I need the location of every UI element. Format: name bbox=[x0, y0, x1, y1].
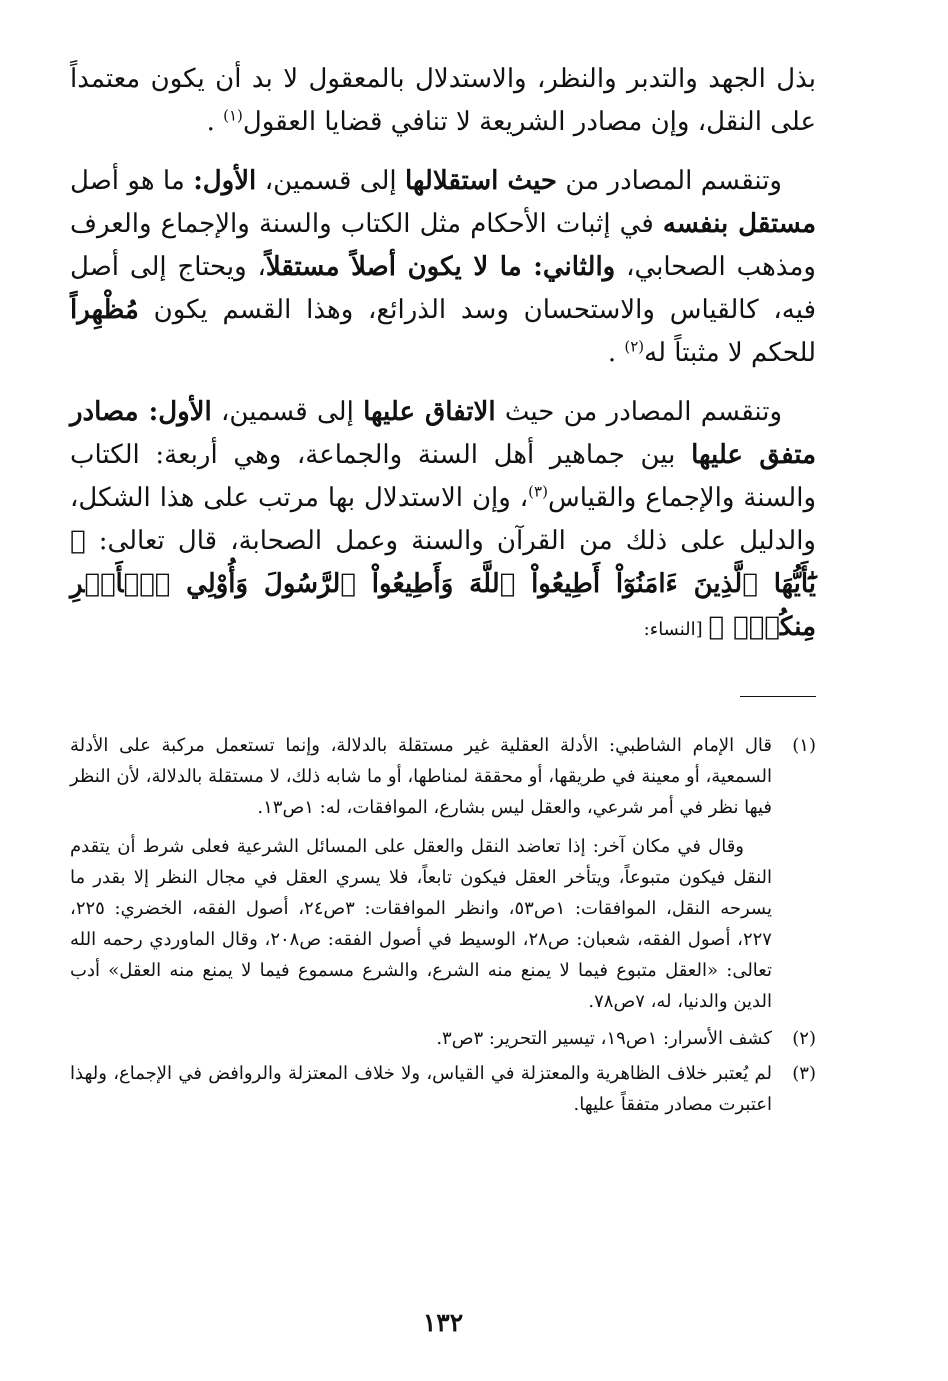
paragraph-2-text-3: ما هو أصل bbox=[70, 166, 194, 196]
paragraph-2-end: . bbox=[607, 338, 625, 368]
footnote-number: (٢) bbox=[792, 1028, 816, 1049]
footnote-ref-2[interactable]: (٢) bbox=[624, 337, 645, 356]
paragraph-1-end: . bbox=[206, 107, 224, 137]
footnote-3 bbox=[70, 1058, 816, 1120]
paragraph-2-bold-3: مستقل بنفسه bbox=[662, 209, 816, 239]
quran-verse: ﴿ يَٰٓأَيُّهَا ٱلَّذِينَ ءَامَنُوٓاْ أَطِيعُواْ ٱللَّهَ وَأَطِيعُواْ ٱلرَّسُولَ وَأُوْلِي ٱلۡأَمۡرِ مِنكُمۡۖ ﴾ bbox=[70, 526, 816, 642]
paragraph-3-text-3: بين جماهير أهل السنة والجماعة، وهي أربعة: الكتاب والسنة والإجماع والقياس bbox=[70, 440, 816, 513]
footnote-text: كشف الأسرار: ١ص١٩، تيسير التحرير: ٣ص٣. bbox=[436, 1028, 772, 1049]
paragraph-2-bold-4: والثاني: ما لا يكون أصلاً مستقلاً bbox=[265, 252, 616, 282]
footnote-ref-1[interactable]: (١) bbox=[223, 106, 243, 125]
page-number: ١٣٢ bbox=[422, 1308, 464, 1337]
paragraph-3-text-1: وتنقسم المصادر من حيث bbox=[495, 397, 783, 427]
paragraph-3 bbox=[70, 391, 816, 651]
paragraph-1-text: بذل الجهد والتدبر والنظر، والاستدلال بالمعقول لا بد أن يكون معتمداً على النقل، وإن مصادر الشريعة لا تنافي قضايا العقول bbox=[70, 64, 816, 137]
main-text bbox=[70, 58, 816, 651]
paragraph-3-bold-1: الاتفاق عليها bbox=[363, 397, 496, 427]
paragraph-1 bbox=[70, 58, 816, 144]
surah-reference: [النساء: bbox=[643, 619, 709, 640]
footnote-1-continuation: وقال في مكان آخر: إذا تعاضد النقل والعقل على المسائل الشرعية فعلى شرط أن يتقدم النقل فيكون متبوعاً، ويتأخر العقل فيكون تابعاً، فلا يسري العقل في مجال النظر إلا بقدر ما يسرحه النقل، الموافقات: ١ص٥٣، وانظر الموافقات: ٣ص٢٤، أصول الفقه، الخضري: ٢٢٥، ٢٢٧، أصول الفقه، شعبان: ص٢٨، الوسيط في أصول الفقه: ص٢٠٨، وقال الماوردي رحمه الله تعالى: «العقل متبوع فيما لا يمنع منه الشرع، والشرع مسموع فيما لا يمنع منه العقل» أدب الدين والدنيا، له، ٧ص٧٨. bbox=[70, 836, 772, 1012]
footnote-text: لم يُعتبر خلاف الظاهرية والمعتزلة في القياس، ولا خلاف المعتزلة والروافض في الإجماع، ولهذا اعتبرت مصادر متفقاً عليها. bbox=[70, 1063, 772, 1115]
paragraph-2-bold-1: حيث استقلالها bbox=[405, 166, 557, 196]
book-page bbox=[70, 58, 816, 1381]
footnote-number: (٣) bbox=[792, 1063, 816, 1084]
paragraph-2-bold-2: الأول: bbox=[193, 166, 257, 196]
footnote-1 bbox=[70, 730, 816, 823]
paragraph-3-text-2: إلى قسمين، bbox=[211, 397, 364, 427]
paragraph-2-text-4: في إثبات الأحكام مثل الكتاب والسنة والإجماع والعرف ومذهب الصحابي، bbox=[70, 209, 816, 282]
footnotes bbox=[70, 730, 816, 1124]
paragraph-3-bold-2: الأول: مصادر متفق عليها bbox=[70, 397, 816, 470]
footnote-2 bbox=[70, 1023, 816, 1054]
footnote-separator bbox=[740, 696, 816, 697]
paragraph-2 bbox=[70, 160, 816, 375]
paragraph-2-bold-5: مُظْهِراً bbox=[70, 295, 139, 325]
footnote-number: (١) bbox=[792, 735, 816, 756]
footnote-text: قال الإمام الشاطبي: الأدلة العقلية غير مستقلة بالدلالة، وإنما تستعمل مركبة على الأدلة السمعية، أو معينة في طريقها، أو محققة لمناطها، أو ما شابه ذلك، لا مستقلة بالدلالة، لأن النظر فيها نظر في أمر شرعي، والعقل ليس بشارع، الموافقات، له: ١ص١٣. bbox=[70, 735, 772, 818]
paragraph-2-text-2: إلى قسمين، bbox=[256, 166, 405, 196]
footnote-ref-3[interactable]: (٣) bbox=[528, 482, 548, 501]
paragraph-2-text-1: وتنقسم المصادر من bbox=[557, 166, 782, 196]
paragraph-2-text-5: ، ويحتاج إلى أصل فيه، كالقياس والاستحسان وسد الذرائع، وهذا القسم يكون bbox=[70, 252, 816, 325]
paragraph-3-text-4: ، وإن الاستدلال بها مرتب على هذا الشكل، والدليل على ذلك من القرآن والسنة وعمل الصحابة، قال تعالى: bbox=[70, 483, 816, 556]
paragraph-2-text-6: للحكم لا مثبتاً له bbox=[644, 338, 816, 368]
